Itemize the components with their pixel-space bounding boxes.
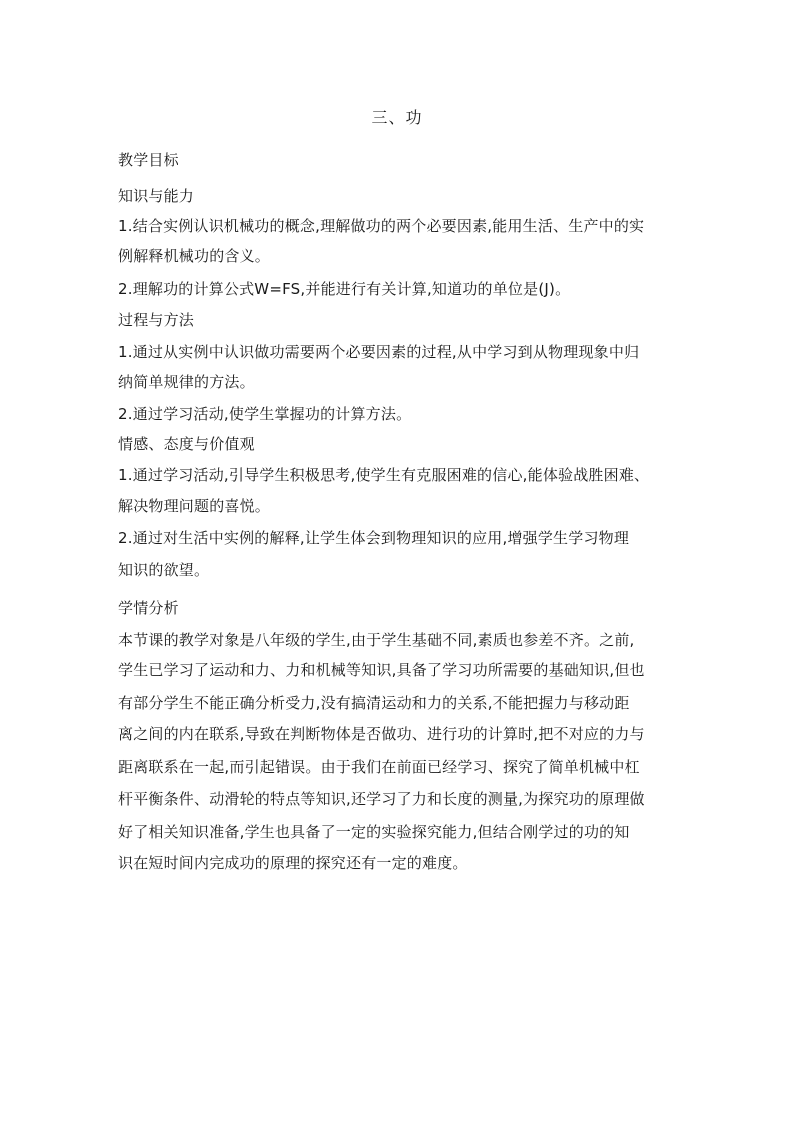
- paragraph-line: 1.通过学习活动,引导学生积极思考,使学生有克服困难的信心,能体验战胜困难、: [118, 466, 650, 484]
- paragraph-line: 2.通过学习活动,使学生掌握功的计算方法。: [118, 405, 412, 423]
- paragraph-line: 解决物理问题的喜悦。: [118, 497, 271, 515]
- page-title: 三、功: [371, 108, 423, 127]
- paragraph-line: 距离联系在一起,而引起错误。由于我们在前面已经学习、探究了简单机械中杠: [118, 758, 640, 776]
- paragraph-line: 本节课的教学对象是八年级的学生,由于学生基础不同,素质也参差不齐。之前,: [118, 631, 635, 649]
- paragraph-line: 离之间的内在联系,导致在判断物体是否做功、进行功的计算时,把不对应的力与: [118, 725, 645, 743]
- paragraph-line: 杆平衡条件、动滑轮的特点等知识,还学习了力和长度的测量,为探究功的原理做: [118, 790, 645, 808]
- heading-learner-analysis: 学情分析: [118, 599, 179, 617]
- heading-emotion-attitude-values: 情感、态度与价值观: [118, 435, 255, 453]
- heading-teaching-goals: 教学目标: [118, 151, 179, 169]
- paragraph-line: 知识的欲望。: [118, 561, 210, 579]
- paragraph-line: 1.通过从实例中认识做功需要两个必要因素的过程,从中学习到从物理现象中归: [118, 343, 640, 361]
- heading-knowledge-ability: 知识与能力: [118, 187, 195, 205]
- heading-process-method: 过程与方法: [118, 311, 195, 329]
- paragraph-line: 学生已学习了运动和力、力和机械等知识,具备了学习功所需要的基础知识,但也: [118, 661, 645, 679]
- paragraph-line: 纳简单规律的方法。: [118, 373, 255, 391]
- paragraph-line: 有部分学生不能正确分析受力,没有搞清运动和力的关系,不能把握力与移动距: [118, 694, 630, 712]
- paragraph-line: 识在短时间内完成功的原理的探究还有一定的难度。: [118, 854, 468, 872]
- paragraph-line: 例解释机械功的含义。: [118, 247, 271, 265]
- paragraph-line: 2.理解功的计算公式W=FS,并能进行有关计算,知道功的单位是(J)。: [118, 280, 571, 298]
- paragraph-line: 好了相关知识准备,学生也具备了一定的实验探究能力,但结合刚学过的功的知: [118, 823, 630, 841]
- paragraph-line: 2.通过对生活中实例的解释,让学生体会到物理知识的应用,增强学生学习物理: [118, 529, 630, 547]
- paragraph-line: 1.结合实例认识机械功的概念,理解做功的两个必要因素,能用生活、生产中的实: [118, 217, 645, 235]
